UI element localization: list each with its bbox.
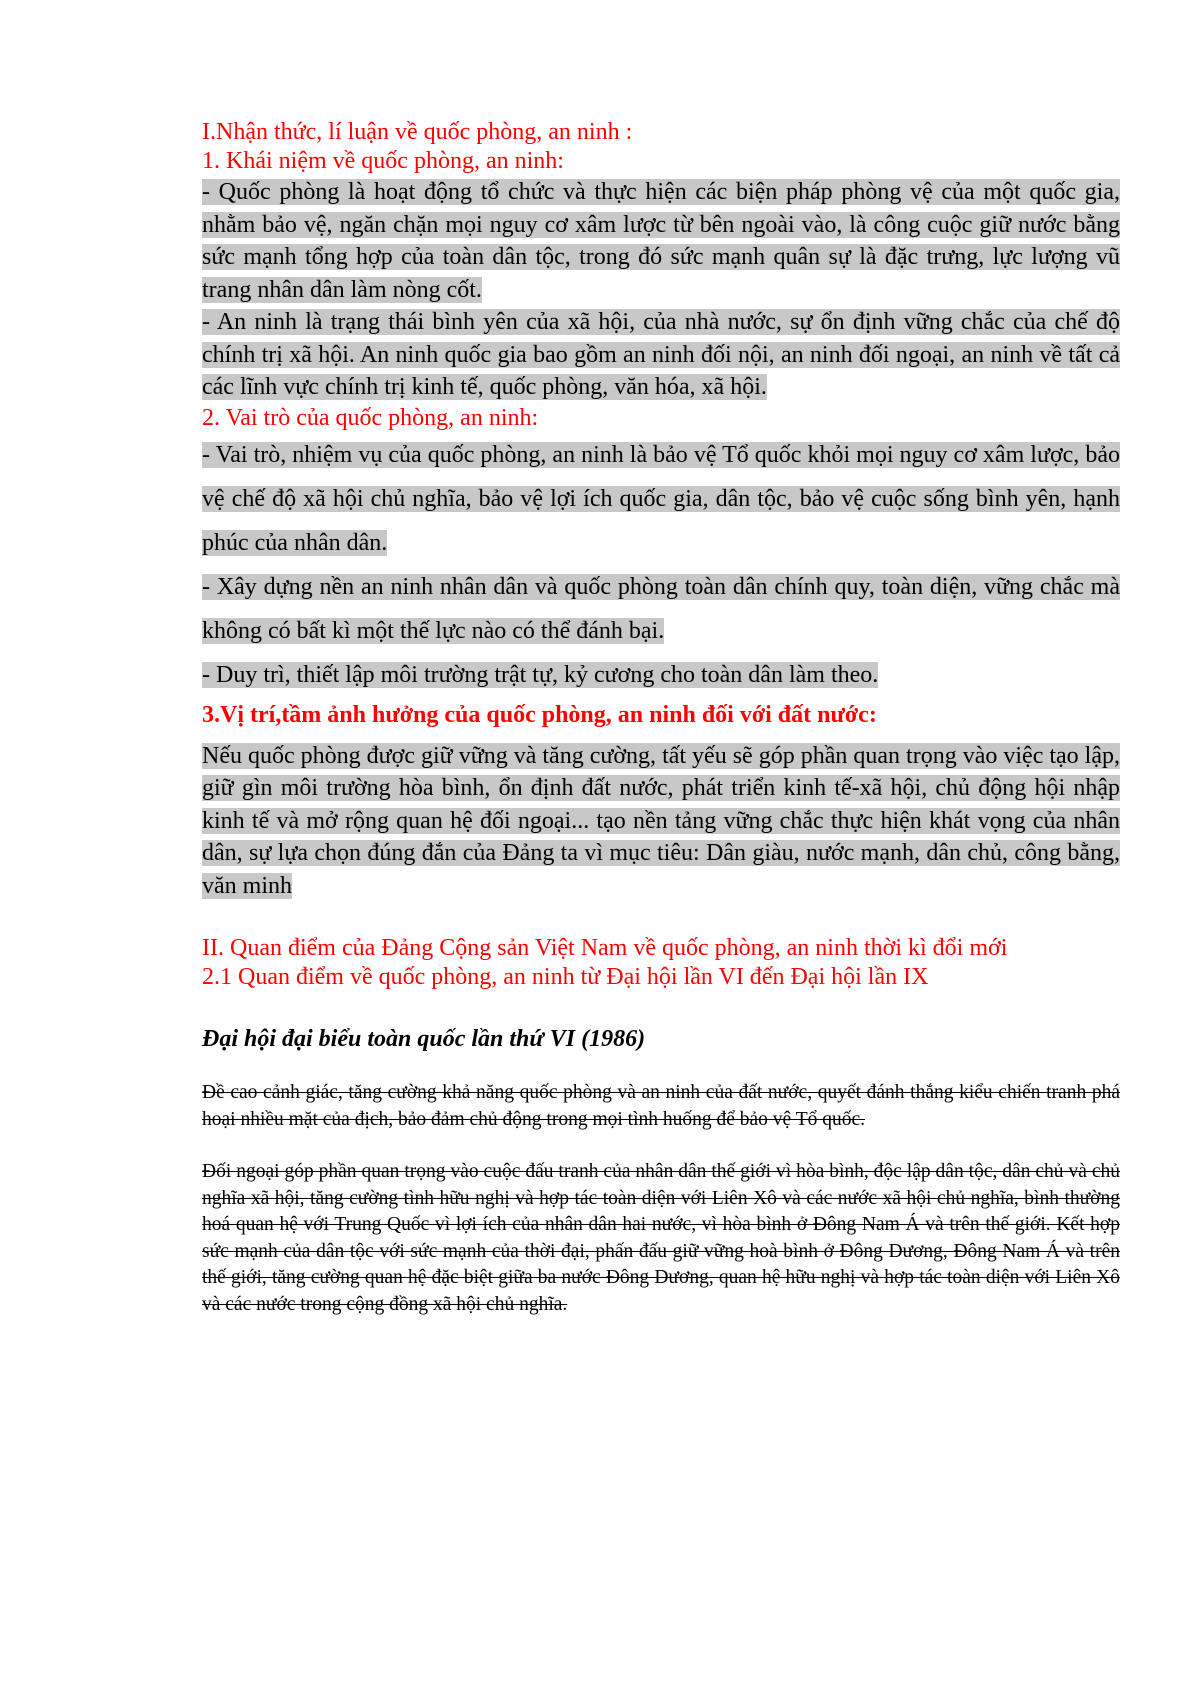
role-text-3: - Duy trì, thiết lập môi trường trật tự, kỷ cương cho toàn dân làm theo.: [202, 661, 879, 688]
position-paragraph: [202, 740, 1120, 903]
role-paragraph-3: [202, 653, 1120, 697]
definition-defense-text: - Quốc phòng là hoạt động tổ chức và thực hiện các biện pháp phòng vệ của một quốc gia, nhằm bảo vệ, ngăn chặn mọi nguy cơ xâm lược từ bên ngoài vào, là công cuộc giữ nước bằng sức mạnh tổng hợp của toàn dân tộc, trong đó sức mạnh quân sự là đặc trưng, lực lượng vũ trang nhân dân làm nòng cốt.: [202, 179, 1120, 303]
spacer: [202, 730, 1120, 740]
role-paragraph-1: [202, 433, 1120, 565]
subsection-1-1-heading: 1. Khái niệm về quốc phòng, an ninh:: [202, 148, 564, 174]
definition-defense-paragraph: [202, 176, 1120, 306]
spacer: [202, 1133, 1120, 1159]
spacer: [202, 902, 1120, 934]
section-1-heading: I.Nhận thức, lí luận về quốc phòng, an ninh :: [202, 119, 633, 145]
role-paragraph-2: [202, 565, 1120, 653]
section-2-heading: II. Quan điểm của Đảng Cộng sản Việt Nam về quốc phòng, an ninh thời kì đổi mới: [202, 935, 1008, 961]
spacer: [202, 1054, 1120, 1080]
struck-paragraph-2: Đối ngoại góp phần quan trọng vào cuộc đấu tranh của nhân dân thế giới vì hòa bình, độc lập dân tộc, dân chủ và chủ nghĩa xã hội, tăng cường tình hữu nghị và hợp tác toàn diện với Liên Xô và các nước xã hội chủ nghĩa, bình thường hoá quan hệ với Trung Quốc vì lợi ích của nhân dân hai nước, vì hòa bình ở Đông Nam Á và trên thế giới. Kết hợp sức mạnh của dân tộc với sức mạnh của thời đại, phấn đấu giữ vững hoà bình ở Đông Dương, Đông Nam Á và trên thế giới, tăng cường quan hệ đặc biệt giữa ba nước Đông Dương, quan hệ hữu nghị và hợp tác toàn diện với Liên Xô và các nước trong cộng đồng xã hội chủ nghĩa.: [202, 1161, 1120, 1315]
subsection-2-1-heading: 2.1 Quan điểm về quốc phòng, an ninh từ Đại hội lần VI đến Đại hội lần IX: [202, 964, 929, 990]
subsection-1-2-heading: 2. Vai trò của quốc phòng, an ninh:: [202, 404, 539, 431]
congress-vi-heading: Đại hội đại biểu toàn quốc lần thứ VI (1986): [202, 1026, 646, 1052]
struck-paragraph-1: Đề cao cảnh giác, tăng cường khả năng quốc phòng và an ninh của đất nước, quyết đánh thắng kiểu chiến tranh phá hoại nhiều mặt của địch, bảo đảm chủ động trong mọi tình huống để bảo vệ Tổ quốc.: [202, 1082, 1120, 1130]
spacer: [202, 992, 1120, 1024]
definition-security-paragraph: [202, 306, 1120, 404]
role-text-2: - Xây dựng nền an ninh nhân dân và quốc phòng toàn dân chính quy, toàn diện, vững chắc mà không có bất kì một thế lực nào có thể đánh bại.: [202, 573, 1120, 644]
role-text-1: - Vai trò, nhiệm vụ của quốc phòng, an ninh là bảo vệ Tổ quốc khỏi mọi nguy cơ xâm lược, bảo vệ chế độ xã hội chủ nghĩa, bảo vệ lợi ích quốc gia, dân tộc, bảo vệ cuộc sống bình yên, hạnh phúc của nhân dân.: [202, 441, 1120, 556]
document-content: [202, 118, 1120, 1318]
subsection-1-3-heading: 3.Vị trí,tầm ảnh hưởng của quốc phòng, an ninh đối với đất nước:: [202, 701, 877, 728]
position-text: Nếu quốc phòng được giữ vững và tăng cường, tất yếu sẽ góp phần quan trọng vào việc tạo lập, giữ gìn môi trường hòa bình, ổn định đất nước, phát triển kinh tế-xã hội, chủ động hội nhập kinh tế và mở rộng quan hệ đối ngoại... tạo nền tảng vững chắc thực hiện khát vọng của nhân dân, sự lựa chọn đúng đắn của Đảng ta vì mục tiêu: Dân giàu, nước mạnh, dân chủ, công bằng, văn minh: [202, 742, 1120, 899]
definition-security-text: - An ninh là trạng thái bình yên của xã hội, của nhà nước, sự ổn định vững chắc của chế độ chính trị xã hội. An ninh quốc gia bao gồm an ninh đối nội, an ninh đối ngoại, an ninh về tất cả các lĩnh vực chính trị kinh tế, quốc phòng, văn hóa, xã hội.: [202, 309, 1120, 400]
